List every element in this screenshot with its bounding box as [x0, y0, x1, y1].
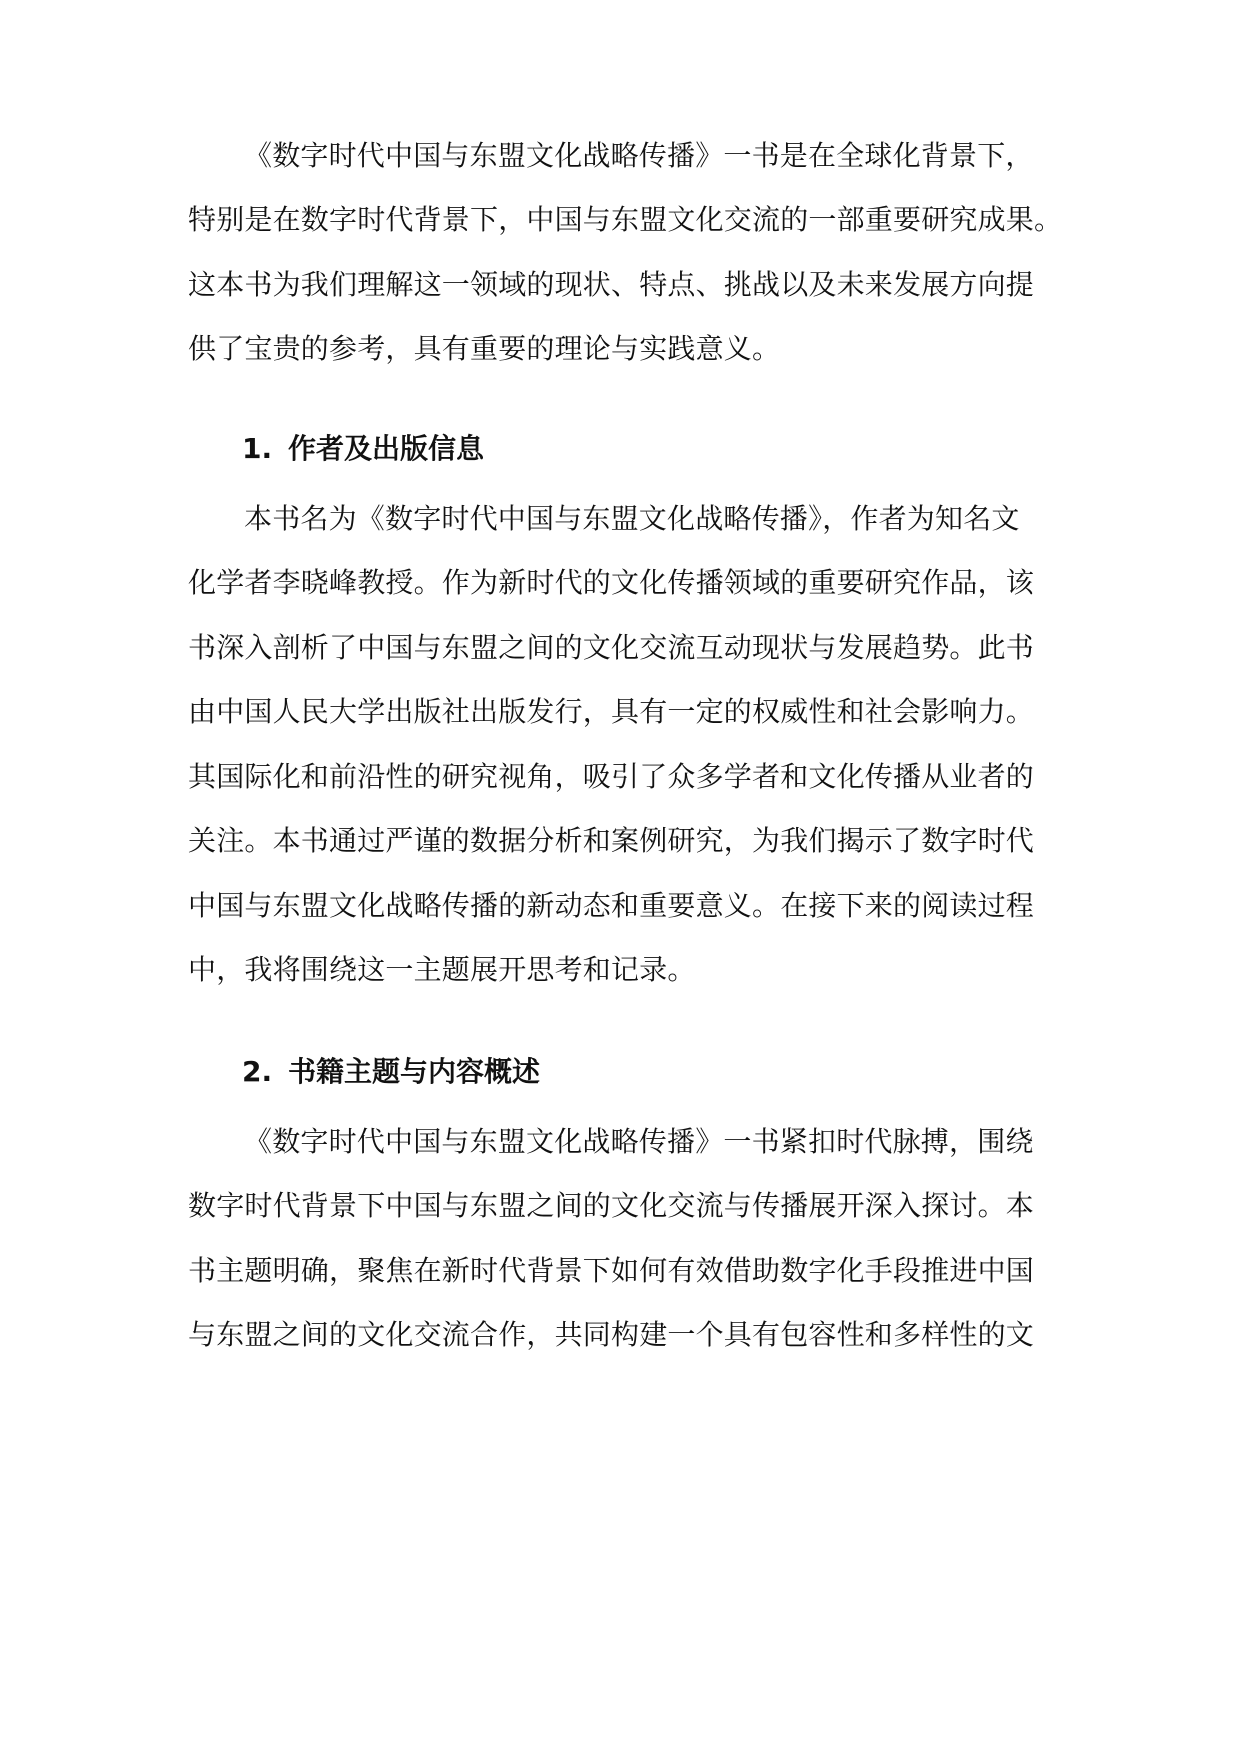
paragraph-line: 中，我将围绕这一主题展开思考和记录。	[188, 953, 696, 986]
section-title: 作者及出版信息	[288, 432, 485, 465]
section-heading-theme-overview	[242, 1054, 540, 1090]
section-number: 1.	[242, 432, 273, 465]
paragraph-line: 书深入剖析了中国与东盟之间的文化交流互动现状与发展趋势。此书	[188, 631, 1035, 664]
paragraph-line: 中国与东盟文化战略传播的新动态和重要意义。在接下来的阅读过程	[188, 889, 1035, 922]
intro-line: 供了宝贵的参考，具有重要的理论与实践意义。	[188, 332, 781, 365]
paragraph-line: 书主题明确，聚焦在新时代背景下如何有效借助数字化手段推进中国	[188, 1254, 1035, 1287]
paragraph-line: 本书名为《数字时代中国与东盟文化战略传播》，作者为知名文	[244, 502, 1020, 535]
intro-line: 特别是在数字时代背景下，中国与东盟文化交流的一部重要研究成果。	[188, 203, 1063, 236]
intro-line: 这本书为我们理解这一领域的现状、特点、挑战以及未来发展方向提	[188, 268, 1035, 301]
paragraph-line: 《数字时代中国与东盟文化战略传播》一书紧扣时代脉搏，围绕	[244, 1125, 1034, 1158]
paragraph-line: 由中国人民大学出版社出版发行，具有一定的权威性和社会影响力。	[188, 695, 1035, 728]
section-heading-author-info	[242, 431, 484, 467]
paragraph-line: 其国际化和前沿性的研究视角，吸引了众多学者和文化传播从业者的	[188, 760, 1035, 793]
section-number: 2.	[242, 1055, 273, 1088]
intro-line: 《数字时代中国与东盟文化战略传播》一书是在全球化背景下，	[244, 139, 1034, 172]
paragraph-line: 关注。本书通过严谨的数据分析和案例研究，为我们揭示了数字时代	[188, 824, 1035, 857]
paragraph-line: 与东盟之间的文化交流合作，共同构建一个具有包容性和多样性的文	[188, 1318, 1035, 1351]
paragraph-line: 数字时代背景下中国与东盟之间的文化交流与传播展开深入探讨。本	[188, 1189, 1035, 1222]
section-title: 书籍主题与内容概述	[288, 1055, 541, 1088]
paragraph-line: 化学者李晓峰教授。作为新时代的文化传播领域的重要研究作品，该	[188, 566, 1035, 599]
